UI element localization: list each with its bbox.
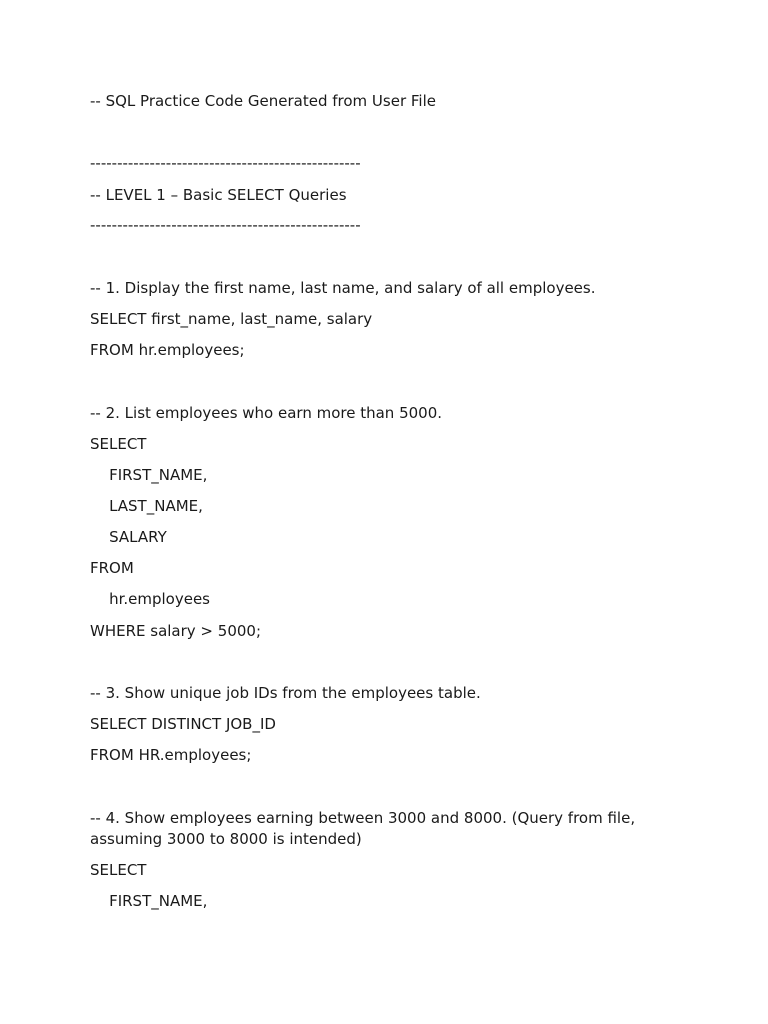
code-line: LAST_NAME, [90,497,203,515]
query-4-comment: -- 4. Show employees earning between 3000 and 8000. (Query from file, assuming 3000 to 8000 is intended) [90,809,640,848]
query-2-comment: -- 2. List employees who earn more than 5000. [90,404,443,422]
code-line: SELECT [90,435,147,453]
code-line: FROM hr.employees; [90,341,245,359]
separator-line: -------------------------------------------------- [90,154,361,172]
query-3-comment: -- 3. Show unique job IDs from the employees table. [90,684,481,702]
code-line: SELECT [90,861,147,879]
code-line: FROM HR.employees; [90,746,252,764]
code-line: WHERE salary > 5000; [90,622,261,640]
code-line: SELECT first_name, last_name, salary [90,310,373,328]
code-line: hr.employees [90,590,210,608]
code-line: FIRST_NAME, [90,892,208,910]
document-title-comment: -- SQL Practice Code Generated from User File [90,92,436,110]
code-line: FIRST_NAME, [90,466,208,484]
code-line: SALARY [90,528,167,546]
section-heading-comment: -- LEVEL 1 – Basic SELECT Queries [90,186,347,204]
code-line: SELECT DISTINCT JOB_ID [90,715,276,733]
separator-line: -------------------------------------------------- [90,216,361,234]
query-1-comment: -- 1. Display the first name, last name, and salary of all employees. [90,279,596,297]
code-line: FROM [90,559,134,577]
